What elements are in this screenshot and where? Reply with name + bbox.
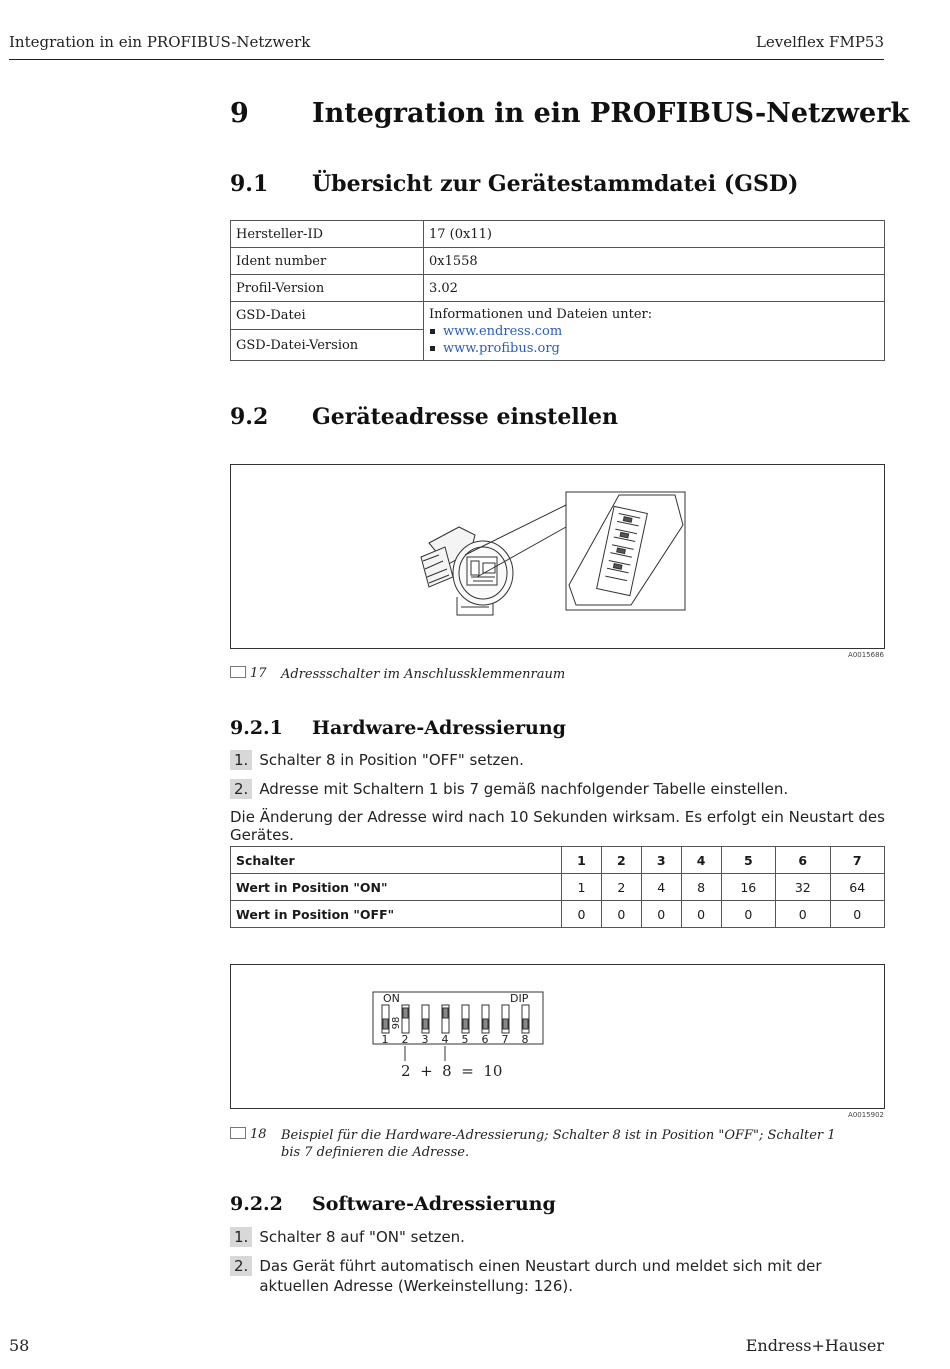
switch-value-table — [230, 846, 885, 928]
dip-on-label: ON — [383, 992, 400, 1005]
table-cell: 3.02 — [424, 275, 885, 302]
step-text: Schalter 8 in Position "OFF" setzen. — [259, 751, 524, 769]
step-number: 2. — [230, 779, 252, 799]
subsection-title: Hardware-Adressierung — [312, 717, 566, 739]
section-heading-9-2 — [230, 404, 618, 430]
table-cell: 2 — [601, 847, 641, 874]
table-row — [231, 248, 885, 275]
section-number: 9.2 — [230, 404, 269, 430]
table-cell: 4 — [681, 847, 721, 874]
table-row — [231, 847, 885, 874]
table-cell: 0 — [776, 901, 830, 928]
table-cell: 8 — [681, 874, 721, 901]
list-item — [429, 323, 879, 340]
table-cell: 32 — [776, 874, 830, 901]
table-cell: Schalter — [231, 847, 562, 874]
list-item — [429, 340, 879, 357]
table-cell: Profil-Version — [231, 275, 424, 302]
table-cell: GSD-Datei-Version — [231, 330, 424, 361]
figure-18-caption — [230, 1127, 850, 1161]
section-number: 9.1 — [230, 171, 269, 197]
figure-18-frame — [230, 964, 885, 1109]
table-cell: 0 — [721, 901, 775, 928]
figure-18-id: A0015902 — [848, 1111, 884, 1119]
list-item — [230, 1256, 849, 1296]
table-cell: 1 — [562, 847, 602, 874]
figure-17-frame — [230, 464, 885, 649]
address-equation: 2 + 8 = 10 — [401, 1062, 503, 1080]
table-row — [231, 302, 885, 330]
dip-number: 7 — [501, 1033, 509, 1046]
table-cell: 0 — [601, 901, 641, 928]
table-cell: 3 — [641, 847, 681, 874]
table-row — [231, 221, 885, 248]
section-title: Geräteadresse einstellen — [312, 404, 619, 430]
step-text: Adresse mit Schaltern 1 bis 7 gemäß nachfolgender Tabelle einstellen. — [259, 780, 789, 798]
table-cell: 7 — [830, 847, 885, 874]
table-cell: 0 — [681, 901, 721, 928]
subsection-title: Software-Adressierung — [312, 1193, 556, 1215]
table-cell: 16 — [721, 874, 775, 901]
step-number: 1. — [230, 750, 252, 770]
figure-17-id: A0015686 — [848, 651, 884, 659]
header-rule — [9, 59, 884, 60]
list-item — [230, 1227, 465, 1247]
dip-side-label: 98 — [391, 1016, 402, 1030]
table-cell: 1 — [562, 874, 602, 901]
header-product-name: Levelflex FMP53 — [755, 33, 884, 51]
dip-label: DIP — [510, 992, 529, 1005]
header-section-title: Integration in ein PROFIBUS-Netzwerk — [9, 33, 311, 51]
table-cell: 6 — [776, 847, 830, 874]
dip-number: 5 — [461, 1033, 469, 1046]
dip-number: 1 — [381, 1033, 389, 1046]
table-cell: 2 — [601, 874, 641, 901]
chapter-number: 9 — [230, 98, 249, 129]
table-cell: 64 — [830, 874, 885, 901]
gsd-links-intro: Informationen und Dateien unter: — [429, 306, 653, 322]
dip-number: 4 — [441, 1033, 449, 1046]
link-list — [429, 323, 879, 357]
chapter-title: Integration in ein PROFIBUS-Netzwerk — [312, 98, 910, 129]
list-item — [230, 750, 524, 770]
dip-number: 3 — [421, 1033, 429, 1046]
caption-text: Beispiel für die Hardware-Adressierung; Schalter 8 ist in Position "OFF"; Schalter 1 bis 7 definieren die Adresse. — [281, 1128, 836, 1160]
section-heading-9-1 — [230, 171, 798, 197]
table-cell: Wert in Position "OFF" — [231, 901, 562, 928]
table-cell: 5 — [721, 847, 775, 874]
step-number: 1. — [230, 1227, 252, 1247]
figure-icon — [230, 1127, 246, 1139]
table-row — [231, 901, 885, 928]
caption-text: Adressschalter im Anschlussklemmenraum — [281, 667, 566, 682]
figure-17-caption — [230, 666, 850, 683]
step-text: Das Gerät führt automatisch einen Neustart durch und meldet sich mit der aktuellen Adresse (Werkeinstellung: 126). — [259, 1257, 822, 1295]
subsection-number: 9.2.1 — [230, 717, 283, 739]
address-note: Die Änderung der Adresse wird nach 10 Sekunden wirksam. Es erfolgt ein Neustart des Gerätes. — [230, 808, 885, 844]
table-cell: Hersteller-ID — [231, 221, 424, 248]
chapter-heading — [230, 98, 909, 129]
table-cell: 4 — [641, 874, 681, 901]
table-cell: 0 — [641, 901, 681, 928]
device-illustration — [231, 465, 884, 648]
subsection-heading-9-2-1 — [230, 717, 566, 739]
table-cell: 0x1558 — [424, 248, 885, 275]
subsection-number: 9.2.2 — [230, 1193, 283, 1215]
figure-number: 18 — [250, 1127, 267, 1142]
table-cell: 0 — [830, 901, 885, 928]
table-cell: 0 — [562, 901, 602, 928]
dip-switch-diagram — [231, 965, 884, 1108]
section-title: Übersicht zur Gerätestammdatei (GSD) — [312, 171, 799, 197]
footer-brand: Endress+Hauser — [745, 1336, 884, 1355]
figure-icon — [230, 666, 246, 678]
step-text: Schalter 8 auf "ON" setzen. — [259, 1228, 465, 1246]
dip-number: 6 — [481, 1033, 489, 1046]
table-cell: 17 (0x11) — [424, 221, 885, 248]
profibus-link[interactable]: www.profibus.org — [443, 340, 560, 356]
dip-number: 8 — [521, 1033, 529, 1046]
table-cell: Ident number — [231, 248, 424, 275]
table-row — [231, 874, 885, 901]
table-cell: Wert in Position "ON" — [231, 874, 562, 901]
subsection-heading-9-2-2 — [230, 1193, 556, 1215]
figure-number: 17 — [250, 666, 267, 681]
table-row — [231, 275, 885, 302]
table-cell: GSD-Datei — [231, 302, 424, 330]
list-item — [230, 779, 788, 799]
gsd-table — [230, 220, 885, 361]
dip-number: 2 — [401, 1033, 409, 1046]
endress-link[interactable]: www.endress.com — [443, 323, 563, 339]
step-number: 2. — [230, 1256, 252, 1276]
gsd-links-cell — [424, 302, 885, 361]
page-number: 58 — [9, 1336, 30, 1355]
